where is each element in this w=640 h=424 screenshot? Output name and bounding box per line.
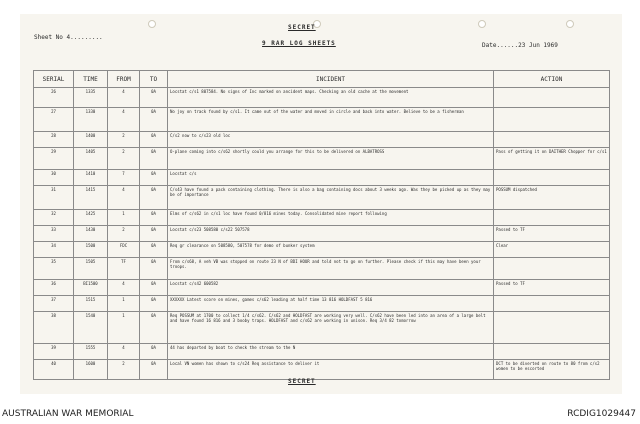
cell-to: 0A <box>140 210 168 226</box>
table-row <box>34 312 610 344</box>
log-sheet-paper <box>20 14 622 394</box>
cell-time: 1515 <box>74 296 108 312</box>
cell-incident: O-plane coming into c/s62 shortly could you arrange for this to be delivered on ALBATROSS <box>168 148 494 170</box>
table-row <box>34 88 610 108</box>
cell-action: Clear <box>494 242 610 258</box>
cell-action <box>494 170 610 186</box>
classification-bottom: SECRET <box>288 378 316 385</box>
cell-incident: From c/s68, A veh VB was stopped on route 23 N of BDI HOUR and told not to go on further. Please check if this may have been your troops. <box>168 258 494 280</box>
cell-serial: 31 <box>34 186 74 210</box>
table-row <box>34 210 610 226</box>
date-field <box>482 42 558 49</box>
cell-incident: No joy on track found by c/s1. It came out of the water and moved in circle and back into water. Believe to be a fisherman <box>168 108 494 132</box>
cell-incident: Locstat c/s <box>168 170 494 186</box>
table-row <box>34 148 610 170</box>
log-table <box>33 70 610 380</box>
punch-hole <box>148 20 156 28</box>
punch-hole <box>566 20 574 28</box>
cell-to: 0A <box>140 360 168 380</box>
sheet-label: Sheet No <box>34 34 63 41</box>
cell-to: 0A <box>140 226 168 242</box>
sheet-dots: ......... <box>70 34 103 41</box>
cell-from: 2 <box>108 132 140 148</box>
cell-incident: Locstat c/s23 508580 c/s22 507578 <box>168 226 494 242</box>
cell-incident: C/s2 now to c/s23 old loc <box>168 132 494 148</box>
cell-from: 2 <box>108 226 140 242</box>
cell-time: 1500 <box>74 242 108 258</box>
cell-to: 0A <box>140 132 168 148</box>
cell-incident: Req POSSUM at 1700 to collect 1/4 c/s62. C/s62 and HOLDFAST are working very well. C/s62 have been led into an area of a large belt and have found 16 816 and 3 booby traps. HOLDFAST and c/s62 are working in unison. Req 3/4 82 tomorrow <box>168 312 494 344</box>
cell-from: 4 <box>108 88 140 108</box>
cell-to: 0A <box>140 148 168 170</box>
cell-time: 1540 <box>74 312 108 344</box>
cell-from: 4 <box>108 344 140 360</box>
cell-action: Pass of getting it on DAITHER Chopper for c/s1 <box>494 148 610 170</box>
cell-time: BI1500 <box>74 280 108 296</box>
cell-serial: 37 <box>34 296 74 312</box>
cell-to: 0A <box>140 296 168 312</box>
cell-to: 0A <box>140 280 168 296</box>
table-row <box>34 344 610 360</box>
cell-from: 4 <box>108 280 140 296</box>
cell-serial: 29 <box>34 148 74 170</box>
col-header-action: ACTION <box>494 71 610 88</box>
cell-from: 1 <box>108 312 140 344</box>
cell-from: 7 <box>108 170 140 186</box>
cell-action: DCT to be diverted on route to 80 from c/s2 women to be escorted <box>494 360 610 380</box>
cell-serial: 33 <box>34 226 74 242</box>
cell-time: 1410 <box>74 170 108 186</box>
cell-incident: Req gr clearance on 508580, 507578 for demo of bunker system <box>168 242 494 258</box>
cell-action <box>494 312 610 344</box>
cell-from: FDC <box>108 242 140 258</box>
col-header-time: TIME <box>74 71 108 88</box>
cell-incident: C/s43 have found a pack containing clothing. There is also a bag containing docs about 3 weeks ago. Was they be picked up as they may be of importance <box>168 186 494 210</box>
cell-time: 1555 <box>74 344 108 360</box>
cell-serial: 38 <box>34 312 74 344</box>
cell-to: 0A <box>140 186 168 210</box>
page-title: 9 RAR LOG SHEETS <box>262 40 336 47</box>
cell-serial: 39 <box>34 344 74 360</box>
cell-incident: Locstat c/s42 600582 <box>168 280 494 296</box>
cell-action: Passed to TF <box>494 280 610 296</box>
table-row <box>34 242 610 258</box>
table-row <box>34 360 610 380</box>
table-row <box>34 226 610 242</box>
cell-to: 0A <box>140 258 168 280</box>
classification-top: SECRET <box>288 24 316 31</box>
sheet-number <box>34 34 103 41</box>
cell-from: 2 <box>108 360 140 380</box>
table-row <box>34 296 610 312</box>
cell-to: 0A <box>140 108 168 132</box>
table-row <box>34 186 610 210</box>
cell-action <box>494 344 610 360</box>
cell-from: 1 <box>108 296 140 312</box>
cell-from: 1 <box>108 210 140 226</box>
cell-action: POSSUM dispatched <box>494 186 610 210</box>
table-row <box>34 280 610 296</box>
cell-action <box>494 132 610 148</box>
cell-action <box>494 296 610 312</box>
cell-action: Passed to TF <box>494 226 610 242</box>
cell-serial: 34 <box>34 242 74 258</box>
cell-incident: Local VN women has shown to c/s24 Req assistance to deliver it <box>168 360 494 380</box>
date-label: Date <box>482 42 497 49</box>
footer-record-id: RCDIG1029447 <box>567 409 636 419</box>
cell-action <box>494 88 610 108</box>
cell-time: 1505 <box>74 258 108 280</box>
cell-incident: Elms of c/s62 in c/s1 loc have found 0/816 mines today. Consolidated mine report following <box>168 210 494 226</box>
cell-from: 4 <box>108 108 140 132</box>
cell-to: 0A <box>140 170 168 186</box>
cell-time: 1425 <box>74 210 108 226</box>
table-row <box>34 258 610 280</box>
footer-institution: AUSTRALIAN WAR MEMORIAL <box>2 409 134 419</box>
col-header-to: TO <box>140 71 168 88</box>
cell-time: 1415 <box>74 186 108 210</box>
cell-action <box>494 210 610 226</box>
cell-serial: 36 <box>34 280 74 296</box>
table-row <box>34 108 610 132</box>
cell-time: 1330 <box>74 108 108 132</box>
cell-time: 1600 <box>74 360 108 380</box>
table-header-row <box>34 71 610 88</box>
cell-to: 0A <box>140 88 168 108</box>
cell-serial: 27 <box>34 108 74 132</box>
cell-time: 1335 <box>74 88 108 108</box>
table-row <box>34 170 610 186</box>
cell-serial: 30 <box>34 170 74 186</box>
cell-time: 1400 <box>74 132 108 148</box>
cell-action <box>494 108 610 132</box>
cell-from: 4 <box>108 186 140 210</box>
cell-to: 0A <box>140 242 168 258</box>
cell-time: 1430 <box>74 226 108 242</box>
cell-serial: 32 <box>34 210 74 226</box>
cell-to: 0A <box>140 312 168 344</box>
col-header-incident: INCIDENT <box>168 71 494 88</box>
date-value: 23 Jun 1969 <box>518 42 558 49</box>
punch-hole <box>478 20 486 28</box>
cell-incident: Locstat c/s1 807584. No signs of Inc marked on ancident maps. Checking an old cache at the movement <box>168 88 494 108</box>
cell-serial: 26 <box>34 88 74 108</box>
cell-from: 2 <box>108 148 140 170</box>
cell-serial: 28 <box>34 132 74 148</box>
cell-serial: 40 <box>34 360 74 380</box>
cell-to: 0A <box>140 344 168 360</box>
cell-time: 1405 <box>74 148 108 170</box>
sheet-value: 4 <box>66 34 71 41</box>
cell-action <box>494 258 610 280</box>
cell-from: TF <box>108 258 140 280</box>
cell-serial: 35 <box>34 258 74 280</box>
cell-incident: XXXXXX Latest score on mines, games c/s62 leading at half time 13 816 HOLDFAST 5 816 <box>168 296 494 312</box>
cell-incident: 44 has departed by boat to check the stream to the N <box>168 344 494 360</box>
date-dots: ...... <box>496 42 519 49</box>
table-row <box>34 132 610 148</box>
col-header-serial: SERIAL <box>34 71 74 88</box>
col-header-from: FROM <box>108 71 140 88</box>
